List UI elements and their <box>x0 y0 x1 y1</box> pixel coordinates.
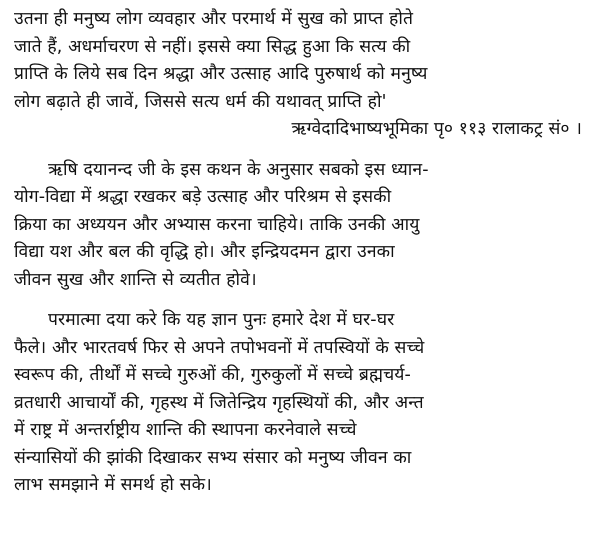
paragraph-line: योग-विद्या में श्रद्धा रखकर बड़े उत्साह और परिश्रम से इसकी <box>14 187 392 207</box>
paragraph-line: परमात्मा दया करे कि यह ज्ञान पुनः हमारे देश में घर-घर <box>48 310 395 330</box>
paragraph-line: प्राप्ति के लिये सब दिन श्रद्धा और उत्साह आदि पुरुषार्थ को मनुष्य <box>14 64 428 84</box>
paragraph-line: लाभ समझाने में समर्थ हो सके। <box>14 475 212 495</box>
source-citation: ऋग्वेदादिभाष्यभूमिका पृ० ११३ रालाकट्र सं० । <box>291 119 582 139</box>
paragraph-line: संन्यासियों की झांकी दिखाकर सभ्य संसार को मनुष्य जीवन का <box>14 447 412 468</box>
paragraph-line: में राष्ट्र में अन्तर्राष्ट्रीय शान्ति की स्थापना करनेवाले सच्चे <box>14 420 357 440</box>
paragraph-1 <box>14 6 586 144</box>
paragraph-line: विद्या यश और बल की वृद्धि हो। और इन्द्रियदमन द्वारा उनका <box>14 242 395 262</box>
paragraph-line: जीवन सुख और शान्ति से व्यतीत होवे। <box>14 269 257 290</box>
paragraph-2 <box>14 157 586 295</box>
paragraph-line: ऋषि दयानन्द जी के इस कथन के अनुसार सबको इस ध्यान- <box>48 159 429 180</box>
paragraph-line: फैले। और भारतवर्ष फिर से अपने तपोभवनों में तपस्वियों के सच्चे <box>14 337 425 358</box>
paragraph-line: लोग बढ़ाते ही जावें, जिससे सत्य धर्म की यथावत् प्राप्ति हो' <box>14 91 387 112</box>
paragraph-line: स्वरूप की, तीर्थों में सच्चे गुरुओं की, गुरुकुलों में सच्चे ब्रह्मचर्य- <box>14 365 411 385</box>
paragraph-3 <box>14 307 586 500</box>
paragraph-line: व्रतधारी आचार्यों की, गृहस्थ में जितेन्द्रिय गृहस्थियों की, और अन्त <box>14 392 424 413</box>
paragraph-line: जाते हैं, अधर्माचरण से नहीं। इससे क्या सिद्ध हुआ कि सत्य की <box>14 36 411 57</box>
paragraph-line: उतना ही मनुष्य लोग व्यवहार और परमार्थ में सुख को प्राप्त होते <box>14 9 414 29</box>
paragraph-line: क्रिया का अध्ययन और अभ्यास करना चाहिये। ताकि उनकी आयु <box>14 214 420 235</box>
